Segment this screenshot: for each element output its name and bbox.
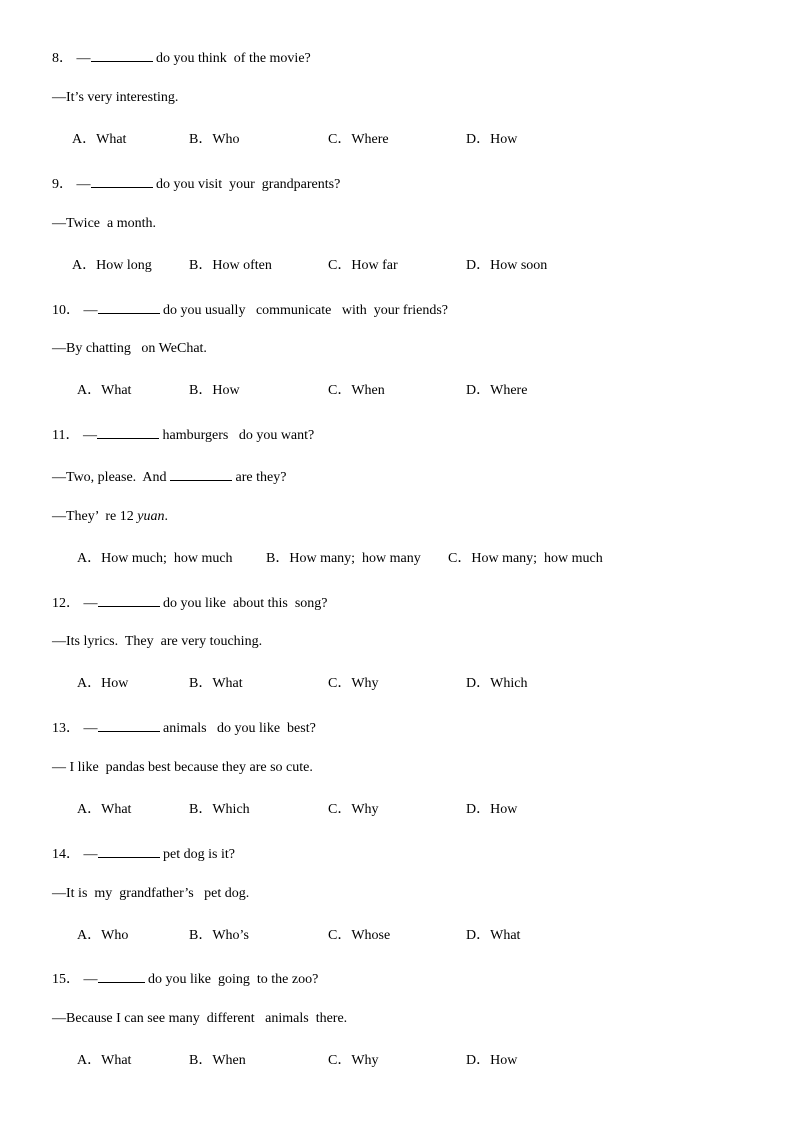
option-d: D．How soon — [466, 258, 548, 273]
option-d: D．How — [466, 802, 518, 817]
option-c: C．Where — [328, 132, 389, 147]
option-b: B．Who’s — [189, 928, 249, 943]
option-b: B．How often — [189, 258, 272, 273]
question-9-stem: 9． — do you visit your grandparents? — [52, 174, 340, 190]
question-12-answer: —Its lyrics. They are very touching. — [52, 634, 263, 649]
question-8-answer: —It’s very interesting. — [52, 90, 179, 105]
answer-blank — [98, 718, 160, 732]
answer-blank — [91, 174, 153, 188]
question-10-stem: 10． — do you usually communicate with your friends? — [52, 300, 448, 316]
option-c: C．How many; how much — [448, 551, 603, 566]
question-10-answer: —By chatting on WeChat. — [52, 341, 207, 356]
question-number: 10． — [52, 303, 80, 318]
question-13-stem: 13． — animals do you like best? — [52, 718, 316, 734]
option-b: B．How — [189, 383, 240, 398]
question-number: 11． — [52, 428, 80, 443]
question-number: 13． — [52, 721, 80, 736]
option-a: A．What — [77, 802, 132, 817]
option-d: D．How — [466, 1053, 518, 1068]
option-a: A．How — [77, 676, 129, 691]
option-b: B．Who — [189, 132, 240, 147]
option-b: B．What — [189, 676, 243, 691]
question-number: 12． — [52, 596, 80, 611]
option-c: C．When — [328, 383, 385, 398]
option-b: B．Which — [189, 802, 250, 817]
option-d: D．What — [466, 928, 521, 943]
question-12-stem: 12． — do you like about this song? — [52, 593, 328, 609]
answer-blank — [98, 300, 160, 314]
question-15-stem: 15． — do you like going to the zoo? — [52, 969, 318, 985]
question-13-answer: — I like pandas best because they are so cute. — [52, 760, 313, 775]
question-11-stem: 11． — hamburgers do you want? — [52, 425, 314, 441]
question-9-answer: —Twice a month. — [52, 216, 156, 231]
option-a: A．How long — [72, 258, 152, 273]
question-14-answer: —It is my grandfather’s pet dog. — [52, 886, 250, 901]
option-d: D．Which — [466, 676, 528, 691]
option-c: C．How far — [328, 258, 398, 273]
option-a: A．Who — [77, 928, 129, 943]
question-15-answer: —Because I can see many different animals there. — [52, 1011, 348, 1026]
question-number: 8． — [52, 51, 73, 66]
question-8-stem: 8． — do you think of the movie? — [52, 48, 311, 64]
answer-blank — [91, 48, 153, 62]
option-b: B．How many; how many — [266, 551, 421, 566]
question-11-answer: —Two, please. And are they? — [52, 467, 286, 483]
question-number: 15． — [52, 972, 80, 987]
option-b: B．When — [189, 1053, 246, 1068]
answer-blank — [98, 593, 160, 607]
option-c: C．Whose — [328, 928, 391, 943]
question-number: 14． — [52, 847, 80, 862]
answer-blank — [98, 969, 145, 983]
option-a: A．What — [77, 1053, 132, 1068]
answer-blank — [97, 425, 159, 439]
option-a: A．What — [77, 383, 132, 398]
option-a: A．What — [72, 132, 127, 147]
answer-blank — [98, 844, 160, 858]
question-14-stem: 14． — pet dog is it? — [52, 844, 235, 860]
option-d: D．How — [466, 132, 518, 147]
option-a: A．How much; how much — [77, 551, 233, 566]
question-number: 9． — [52, 177, 73, 192]
option-d: D．Where — [466, 383, 528, 398]
option-c: C．Why — [328, 1053, 379, 1068]
question-11-answer-2: —They’ re 12 yuan. — [52, 509, 168, 524]
option-c: C．Why — [328, 802, 379, 817]
option-c: C．Why — [328, 676, 379, 691]
answer-blank — [170, 467, 232, 481]
